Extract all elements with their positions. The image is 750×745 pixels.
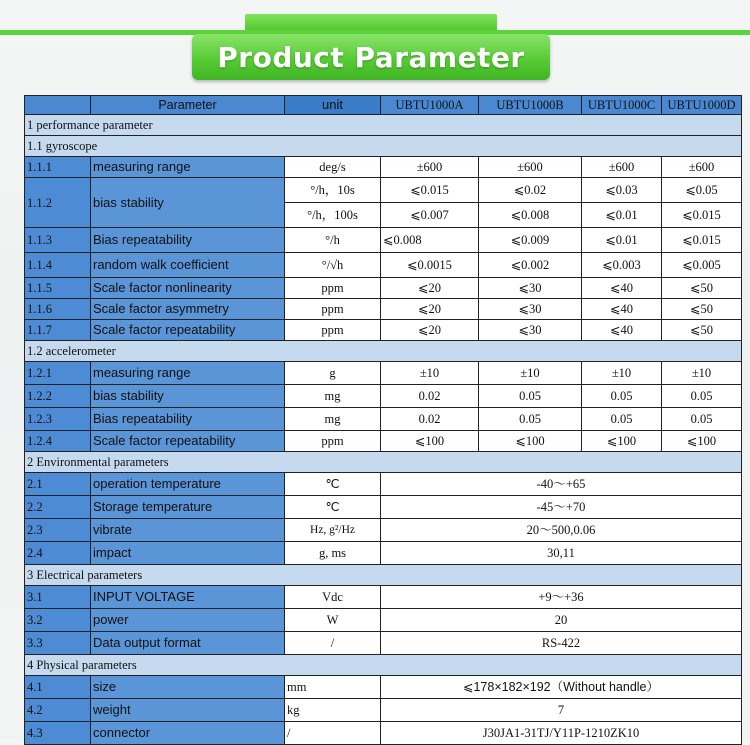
section-row <box>25 452 742 473</box>
row-value-b: ⩽0.002 <box>479 253 582 278</box>
table-row <box>25 178 742 203</box>
table-row <box>25 676 742 699</box>
row-value-a: ⩽0.0015 <box>381 253 479 278</box>
row-unit: ppm <box>285 299 381 320</box>
row-number: 1.1.3 <box>25 228 91 253</box>
row-parameter: bias stability <box>91 385 285 408</box>
row-parameter: measuring range <box>91 362 285 385</box>
row-value-b: ⩽30 <box>479 278 582 299</box>
row-unit: mg <box>285 408 381 431</box>
row-unit: deg/s <box>285 157 381 178</box>
row-parameter: random walk coefficient <box>91 253 285 278</box>
table-header-row <box>25 96 742 115</box>
row-parameter: bias stability <box>91 178 285 228</box>
header-cell-model-b: UBTU1000B <box>479 96 582 115</box>
row-value-all: 30,11 <box>381 542 742 565</box>
row-parameter: size <box>91 676 285 699</box>
row-value-c: ⩽40 <box>582 299 662 320</box>
row-value-a: ⩽0.015 <box>381 178 479 203</box>
row-unit: °/h <box>285 228 381 253</box>
header-cell-blank <box>25 96 91 115</box>
row-unit: W <box>285 609 381 632</box>
row-value-b: ⩽0.02 <box>479 178 582 203</box>
row-number: 2.1 <box>25 473 91 496</box>
table-row <box>25 278 742 299</box>
row-number: 1.2.1 <box>25 362 91 385</box>
row-unit: g, ms <box>285 542 381 565</box>
row-value-c: ±600 <box>582 157 662 178</box>
row-number: 2.3 <box>25 519 91 542</box>
row-parameter: Bias repeatability <box>91 228 285 253</box>
row-value-d: ⩽0.05 <box>662 178 742 203</box>
table-row <box>25 408 742 431</box>
section-electrical: 3 Electrical parameters <box>25 565 742 586</box>
section-gyroscope: 1.1 gyroscope <box>25 136 742 157</box>
table-row <box>25 496 742 519</box>
row-value-d: ⩽100 <box>662 431 742 452</box>
row-number: 2.4 <box>25 542 91 565</box>
row-number: 1.1.7 <box>25 320 91 341</box>
row-value-b: ⩽100 <box>479 431 582 452</box>
row-parameter: Data output format <box>91 632 285 655</box>
row-value-d: ⩽50 <box>662 278 742 299</box>
header-cell-model-c: UBTU1000C <box>582 96 662 115</box>
row-value-b: 0.05 <box>479 385 582 408</box>
row-unit: kg <box>285 699 381 722</box>
row-value-a: ⩽20 <box>381 299 479 320</box>
row-value-d: ⩽0.005 <box>662 253 742 278</box>
header-cell-unit: unit <box>285 96 381 115</box>
row-number: 3.2 <box>25 609 91 632</box>
row-value-a: 0.02 <box>381 408 479 431</box>
row-parameter: Scale factor asymmetry <box>91 299 285 320</box>
section-physical: 4 Physical parameters <box>25 655 742 676</box>
section-row <box>25 115 742 136</box>
row-unit: / <box>285 632 381 655</box>
row-unit: ppm <box>285 278 381 299</box>
row-number: 1.1.2 <box>25 178 91 228</box>
row-value-d: 0.05 <box>662 385 742 408</box>
row-number: 1.2.4 <box>25 431 91 452</box>
row-value-all: J30JA1-31TJ/Y11P-1210ZK10 <box>381 722 742 745</box>
row-number: 4.3 <box>25 722 91 745</box>
row-unit: mg <box>285 385 381 408</box>
section-row <box>25 341 742 362</box>
table-row <box>25 609 742 632</box>
section-performance: 1 performance parameter <box>25 115 742 136</box>
section-environmental: 2 Environmental parameters <box>25 452 742 473</box>
row-value-a: ⩽0.007 <box>381 203 479 228</box>
row-parameter: Storage temperature <box>91 496 285 519</box>
row-value-b: 0.05 <box>479 408 582 431</box>
table-row <box>25 519 742 542</box>
row-value-b: ⩽30 <box>479 299 582 320</box>
row-value-all: 7 <box>381 699 742 722</box>
section-row <box>25 136 742 157</box>
table-row <box>25 473 742 496</box>
row-value-c: ⩽40 <box>582 278 662 299</box>
row-parameter: INPUT VOLTAGE <box>91 586 285 609</box>
row-parameter: connector <box>91 722 285 745</box>
row-value-all: +9～+36 <box>381 586 742 609</box>
row-number: 1.2.3 <box>25 408 91 431</box>
row-number: 3.1 <box>25 586 91 609</box>
table-row <box>25 542 742 565</box>
row-number: 3.3 <box>25 632 91 655</box>
row-number: 1.1.4 <box>25 253 91 278</box>
row-value-d: ⩽50 <box>662 299 742 320</box>
table-row <box>25 299 742 320</box>
row-number: 2.2 <box>25 496 91 519</box>
row-number: 1.1.5 <box>25 278 91 299</box>
row-number: 1.1.1 <box>25 157 91 178</box>
row-value-c: ⩽0.03 <box>582 178 662 203</box>
row-parameter: Scale factor repeatability <box>91 431 285 452</box>
row-value-all: 20～500,0.06 <box>381 519 742 542</box>
row-unit: ℃ <box>285 496 381 519</box>
row-parameter: measuring range <box>91 157 285 178</box>
row-unit: Hz, g²/Hz <box>285 519 381 542</box>
row-parameter: Scale factor nonlinearity <box>91 278 285 299</box>
row-value-a: 0.02 <box>381 385 479 408</box>
row-unit: ppm <box>285 431 381 452</box>
header-cell-parameter: Parameter <box>91 96 285 115</box>
row-value-c: ⩽100 <box>582 431 662 452</box>
table-row <box>25 586 742 609</box>
row-unit: g <box>285 362 381 385</box>
row-value-all: ⩽178×182×192（Without handle） <box>381 676 742 699</box>
row-value-b: ⩽30 <box>479 320 582 341</box>
table-row <box>25 228 742 253</box>
row-value-d: ±600 <box>662 157 742 178</box>
row-value-all: 20 <box>381 609 742 632</box>
table-row <box>25 157 742 178</box>
table-row <box>25 385 742 408</box>
row-unit: °/√h <box>285 253 381 278</box>
row-number: 4.2 <box>25 699 91 722</box>
row-value-a: ⩽20 <box>381 278 479 299</box>
row-number: 1.1.6 <box>25 299 91 320</box>
table-row <box>25 632 742 655</box>
table-row <box>25 699 742 722</box>
section-row <box>25 565 742 586</box>
row-parameter: vibrate <box>91 519 285 542</box>
row-number: 1.2.2 <box>25 385 91 408</box>
row-value-d: ⩽0.015 <box>662 228 742 253</box>
row-unit: °/h，10s <box>285 178 381 203</box>
section-row <box>25 655 742 676</box>
header-cell-model-d: UBTU1000D <box>662 96 742 115</box>
row-unit: / <box>285 722 381 745</box>
page-title: Product Parameter <box>217 40 525 74</box>
row-value-b: ±10 <box>479 362 582 385</box>
row-value-c: ⩽40 <box>582 320 662 341</box>
row-parameter: power <box>91 609 285 632</box>
table-row <box>25 722 742 745</box>
row-number: 4.1 <box>25 676 91 699</box>
row-unit: mm <box>285 676 381 699</box>
row-value-d: 0.05 <box>662 408 742 431</box>
row-unit: ℃ <box>285 473 381 496</box>
row-value-c: ⩽0.01 <box>582 228 662 253</box>
row-parameter: Bias repeatability <box>91 408 285 431</box>
row-value-a: ⩽100 <box>381 431 479 452</box>
row-value-a: ⩽20 <box>381 320 479 341</box>
table-row <box>25 362 742 385</box>
row-value-all: RS-422 <box>381 632 742 655</box>
row-parameter: weight <box>91 699 285 722</box>
table-row <box>25 431 742 452</box>
row-value-d: ⩽50 <box>662 320 742 341</box>
header-cell-model-a: UBTU1000A <box>381 96 479 115</box>
row-value-c: 0.05 <box>582 385 662 408</box>
table-row <box>25 253 742 278</box>
table-row <box>25 320 742 341</box>
parameter-table <box>24 95 742 745</box>
row-value-b: ⩽0.008 <box>479 203 582 228</box>
row-value-b: ±600 <box>479 157 582 178</box>
row-value-d: ±10 <box>662 362 742 385</box>
row-value-c: ⩽0.01 <box>582 203 662 228</box>
row-parameter: Scale factor repeatability <box>91 320 285 341</box>
row-value-a: ⩽0.008 <box>381 228 479 253</box>
row-parameter: impact <box>91 542 285 565</box>
row-value-d: ⩽0.015 <box>662 203 742 228</box>
row-value-b: ⩽0.009 <box>479 228 582 253</box>
row-value-all: -45～+70 <box>381 496 742 519</box>
row-value-a: ±10 <box>381 362 479 385</box>
row-unit: ppm <box>285 320 381 341</box>
row-value-a: ±600 <box>381 157 479 178</box>
section-accelerometer: 1.2 accelerometer <box>25 341 742 362</box>
row-value-all: -40～+65 <box>381 473 742 496</box>
row-parameter: operation temperature <box>91 473 285 496</box>
row-unit: Vdc <box>285 586 381 609</box>
row-unit: °/h，100s <box>285 203 381 228</box>
row-value-c: 0.05 <box>582 408 662 431</box>
row-value-c: ⩽0.003 <box>582 253 662 278</box>
row-value-c: ±10 <box>582 362 662 385</box>
title-banner <box>192 34 550 80</box>
